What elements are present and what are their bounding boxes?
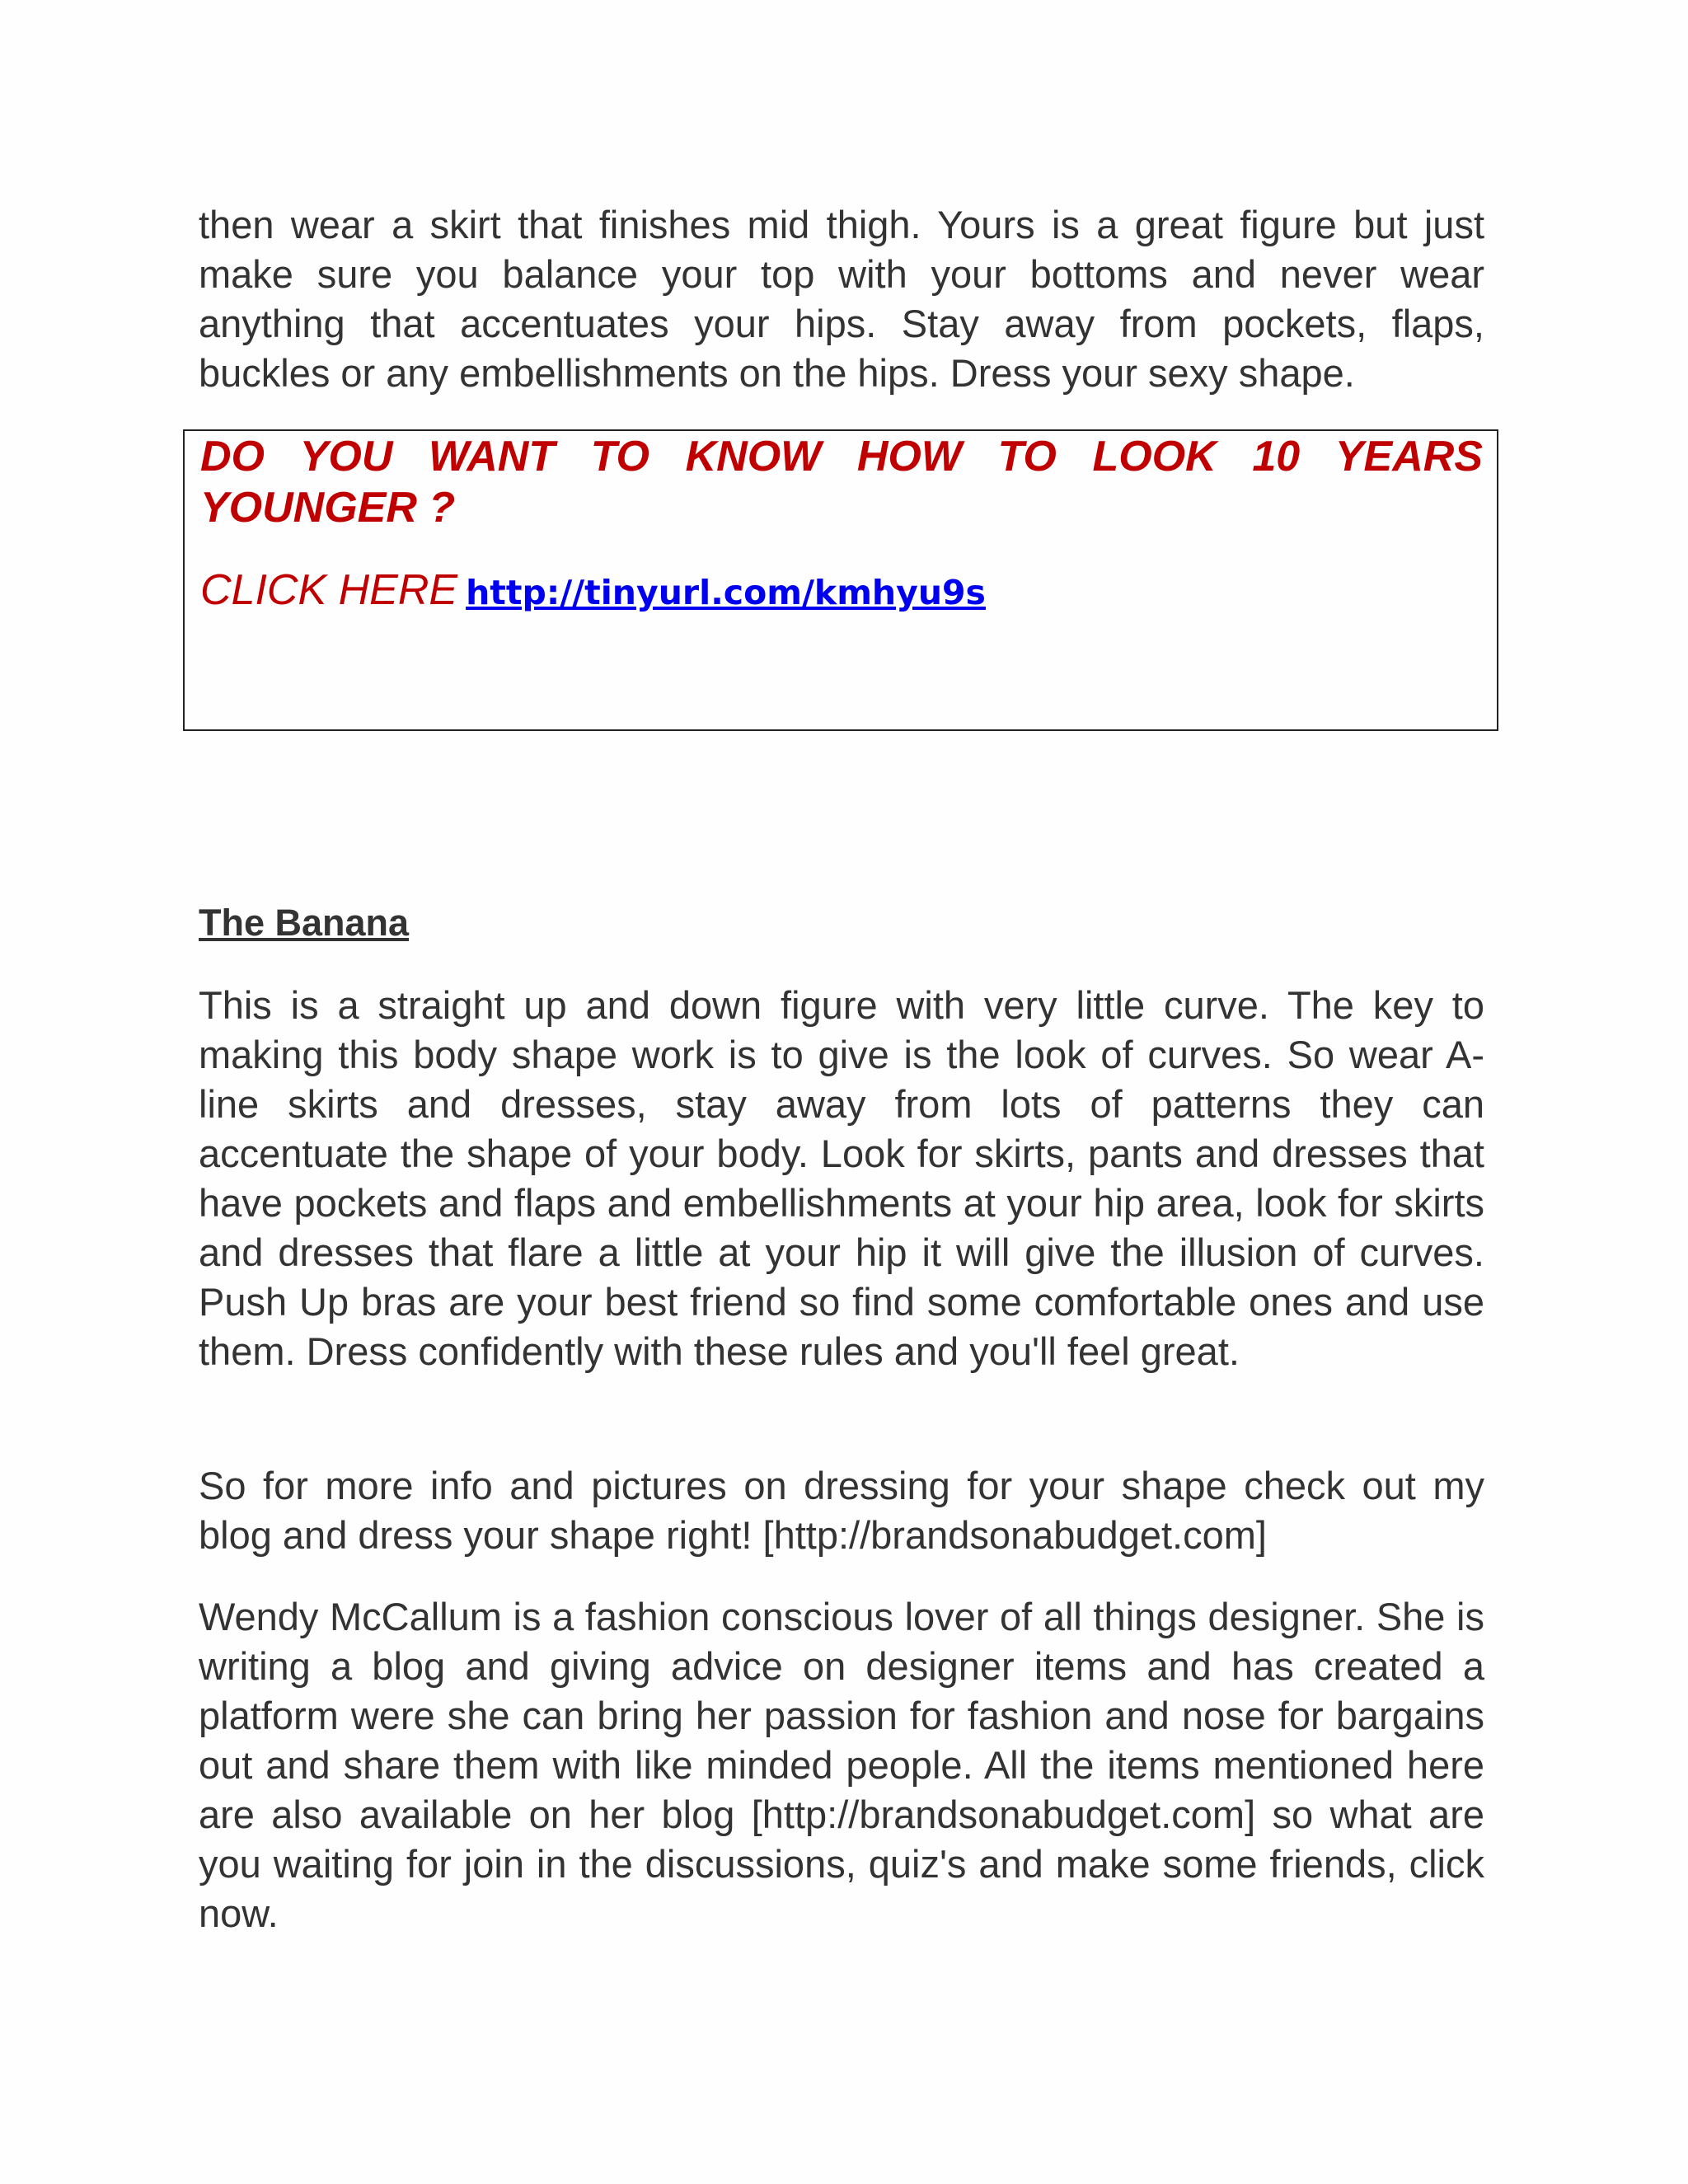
promo-cta-line xyxy=(200,565,986,618)
banana-paragraph: This is a straight up and down figure with very little curve. The key to making this body shape work is to give is the look of curves. So wear A-line skirts and dresses, stay away from lots of patterns they can accentuate the shape of your body. Look for skirts, pants and dresses that have pockets and flaps and embellishments at your hip area, look for skirts and dresses that flare a little at your hip it will give the illusion of curves. Push Up bras are your best friend so find some comfortable ones and use them. Dress confidently with these rules and you'll feel great. xyxy=(199,983,1484,1373)
author-bio-paragraph: Wendy McCallum is a fashion conscious lover of all things designer. She is writing a blog and giving advice on designer items and has created a platform were she can bring her passion for fashion and nose for bargains out and share them with like minded people. All the items mentioned here are also available on her blog [http://brandsonabudget.com] so what are you waiting for join in the discussions, quiz's and make some friends, click now. xyxy=(199,1595,1484,1935)
tinyurl-link[interactable]: http://tinyurl.com/kmhyu9s xyxy=(466,573,986,612)
promo-box xyxy=(183,429,1498,731)
intro-paragraph: then wear a skirt that finishes mid thigh. Yours is a great figure but just make sure you balance your top with your bottoms and never wear anything that accentuates your hips. Stay away from pockets, flaps, buckles or any embellishments on the hips. Dress your sexy shape. xyxy=(199,203,1484,395)
more-info-paragraph: So for more info and pictures on dressing for your shape check out my blog and dress your shape right! [http://brandsonabudget.com] xyxy=(199,1464,1484,1557)
promo-headline: DO YOU WANT TO KNOW HOW TO LOOK 10 YEARS YOUNGER ? xyxy=(200,433,1483,532)
click-here-label: CLICK HERE xyxy=(200,566,458,614)
section-heading-banana: The Banana xyxy=(199,902,410,944)
